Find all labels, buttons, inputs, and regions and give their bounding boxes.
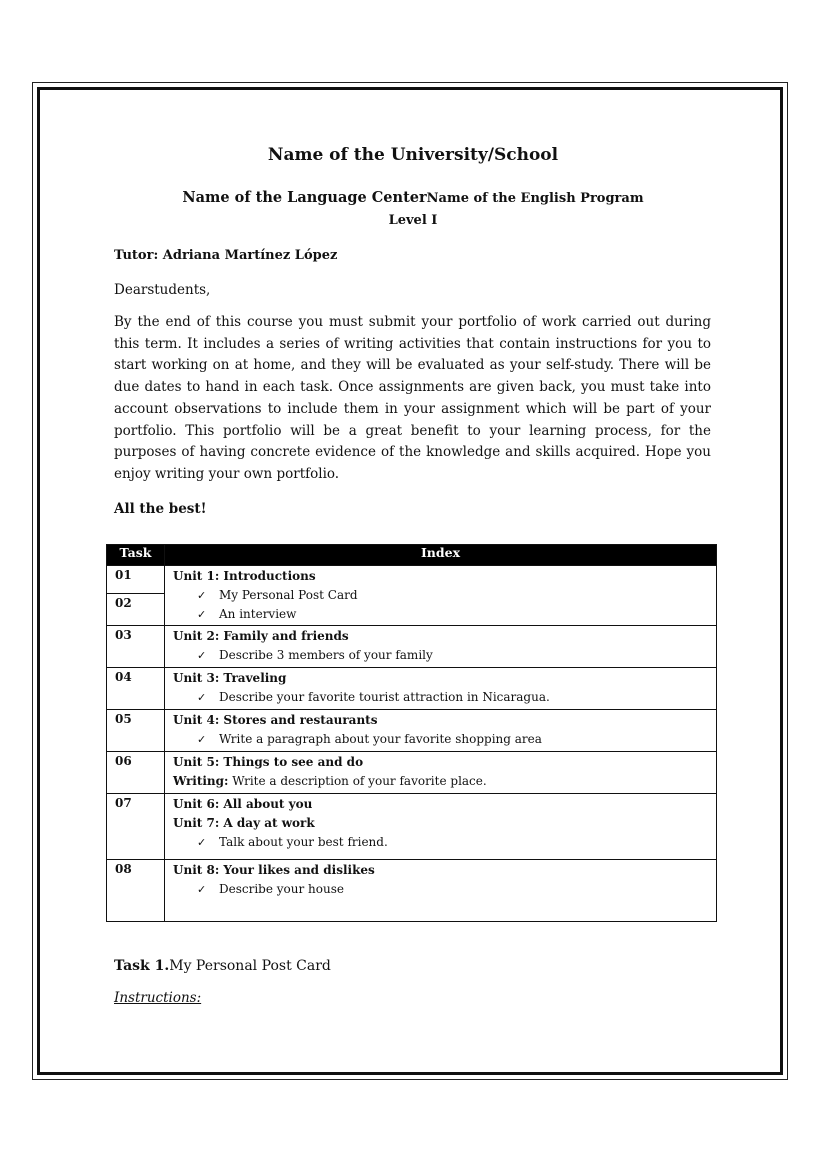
tutor-line: Tutor: Adriana Martínez López xyxy=(114,248,338,263)
index-cell xyxy=(165,794,717,860)
check-icon: ✓ xyxy=(197,733,207,746)
check-icon: ✓ xyxy=(197,608,207,621)
unit-title: Unit 5: Things to see and do xyxy=(173,755,364,769)
greeting: Dearstudents, xyxy=(114,282,211,298)
index-cell xyxy=(165,668,717,710)
closing: All the best! xyxy=(114,501,207,517)
task-number: 02 xyxy=(107,594,165,626)
list-item: ✓ Write a paragraph about your favorite shopping area xyxy=(173,730,716,749)
instructions-heading: Instructions: xyxy=(114,990,202,1006)
table-row xyxy=(107,794,717,860)
level: Level I xyxy=(388,213,438,228)
list-item: ✓ Describe your favorite tourist attraction in Nicaragua. xyxy=(173,688,716,707)
unit-title: Unit 1: Introductions xyxy=(173,569,316,583)
table-row xyxy=(107,860,717,922)
task1-label: Task 1. xyxy=(114,958,170,974)
writing-label: Writing: xyxy=(173,774,229,788)
header-index: Index xyxy=(165,545,717,566)
table-row xyxy=(107,752,717,794)
language-center: Name of the Language Center xyxy=(182,189,427,206)
list-item: ✓ An interview xyxy=(173,605,716,624)
unit-title: Unit 4: Stores and restaurants xyxy=(173,713,378,727)
check-icon: ✓ xyxy=(197,836,207,849)
body-paragraph: By the end of this course you must submit your portfolio of work carried out during this term. It includes a series of writing activities that contain instructions for you to start working on at home, and they will be evaluated as your self-study. There will be due dates to hand in each task. Once assignments are given back, you must take into account observations to include them in your assignment which will be part of your portfolio. This portfolio will be a great benefit to your learning process, for the purposes of having concrete evidence of the knowledge and skills acquired. Hope you enjoy writing your own portfolio. xyxy=(114,314,711,482)
index-cell xyxy=(165,710,717,752)
list-item: ✓ Talk about your best friend. xyxy=(173,833,716,852)
task-number: 07 xyxy=(107,794,165,860)
table-row xyxy=(107,710,717,752)
list-item: ✓ Describe your house xyxy=(173,880,716,899)
check-icon: ✓ xyxy=(197,691,207,704)
task-number: 04 xyxy=(107,668,165,710)
check-icon: ✓ xyxy=(197,883,207,896)
index-cell xyxy=(165,860,717,922)
task1-heading xyxy=(114,958,331,974)
task-number: 06 xyxy=(107,752,165,794)
subtitle xyxy=(0,189,826,206)
table-row xyxy=(107,668,717,710)
header-task: Task xyxy=(107,545,165,566)
unit-title: Unit 7: A day at work xyxy=(173,816,315,830)
table-header-row xyxy=(107,545,717,566)
task-number: 03 xyxy=(107,626,165,668)
task-number: 01 xyxy=(107,566,165,594)
english-program: Name of the English Program xyxy=(426,191,644,206)
writing-text: Write a description of your favorite place. xyxy=(228,774,487,788)
unit-title: Unit 3: Traveling xyxy=(173,671,287,685)
table-row xyxy=(107,566,717,594)
university-title: Name of the University/School xyxy=(267,145,559,165)
index-cell xyxy=(165,566,717,626)
unit-title: Unit 6: All about you xyxy=(173,797,313,811)
list-item: ✓ My Personal Post Card xyxy=(173,586,716,605)
list-item: ✓ Describe 3 members of your family xyxy=(173,646,716,665)
writing-line xyxy=(173,772,716,791)
unit-title: Unit 8: Your likes and dislikes xyxy=(173,863,375,877)
check-icon: ✓ xyxy=(197,589,207,602)
index-cell xyxy=(165,752,717,794)
table-row xyxy=(107,626,717,668)
task-number: 05 xyxy=(107,710,165,752)
unit-title: Unit 2: Family and friends xyxy=(173,629,349,643)
index-table xyxy=(106,544,717,922)
task1-title: My Personal Post Card xyxy=(169,958,331,974)
index-cell xyxy=(165,626,717,668)
task-number: 08 xyxy=(107,860,165,922)
check-icon: ✓ xyxy=(197,649,207,662)
